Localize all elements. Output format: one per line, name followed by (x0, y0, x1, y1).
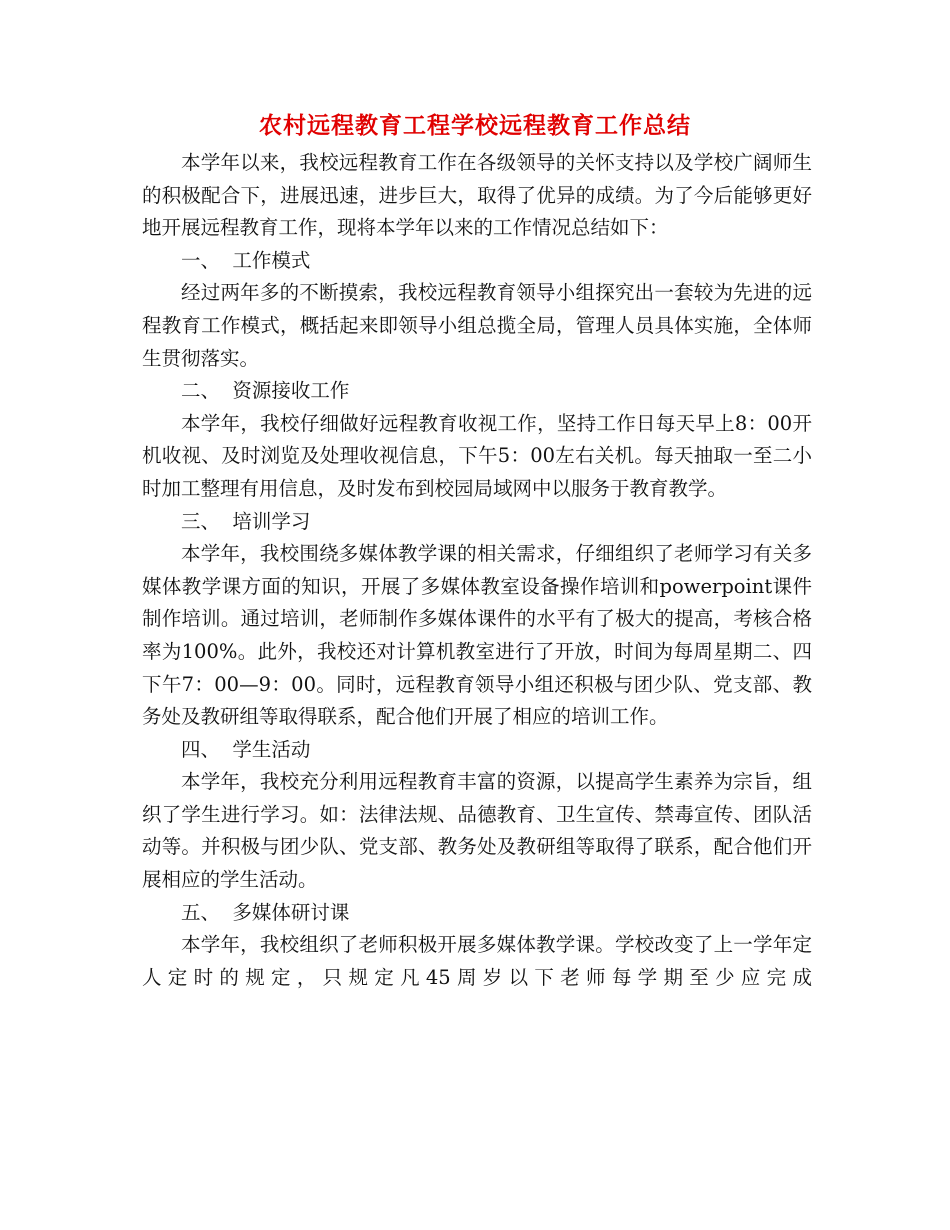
section-heading-4: 四、 学生活动 (181, 737, 311, 761)
section-body-4: 本学年，我校充分利用远程教育丰富的资源，以提高学生素养为宗旨，组织了学生进行学习。如：法律法规、品德教育、卫生宣传、禁毒宣传、团队活动等。并积极与团少队、党支部、教务处及教研组等取得了联系，配合他们开展相应的学生活动。 (142, 770, 812, 892)
document-title: 农村远程教育工程学校远程教育工作总结 (259, 112, 691, 139)
section-body-1: 经过两年多的不断摸索，我校远程教育领导小组探究出一套较为先进的远程教育工作模式，概括起来即领导小组总揽全局，管理人员具体实施，全体师生贯彻落实。 (142, 281, 812, 370)
section-body-5: 本学年，我校组织了老师积极开展多媒体教学课。学校改变了上一学年定人定时的规定，只规定凡45周岁以下老师每学期至少应完成 (142, 933, 812, 989)
section-body-3: 本学年，我校围绕多媒体教学课的相关需求，仔细组织了老师学习有关多媒体教学课方面的知识，开展了多媒体教室设备操作培训和powerpoint课件制作培训。通过培训，老师制作多媒体课件的水平有了极大的提高，考核合格率为100%。此外，我校还对计算机教室进行了开放，时间为每周星期二、四下午7：00—9：00。同时，远程教育领导小组还积极与团少队、党支部、教务处及教研组等取得联系，配合他们开展了相应的培训工作。 (142, 542, 812, 729)
section-heading-1: 一、 工作模式 (181, 248, 311, 272)
document-body (142, 147, 812, 994)
intro-paragraph: 本学年以来，我校远程教育工作在各级领导的关怀支持以及学校广阔师生的积极配合下，进展迅速，进步巨大，取得了优异的成绩。为了今后能够更好地开展远程教育工作，现将本学年以来的工作情况总结如下： (142, 151, 812, 240)
section-heading-3: 三、 培训学习 (181, 509, 311, 533)
section-body-2: 本学年，我校仔细做好远程教育收视工作，坚持工作日每天早上8：00开机收视、及时浏览及处理收视信息，下午5：00左右关机。每天抽取一至二小时加工整理有用信息，及时发布到校园局域网中以服务于教育教学。 (142, 411, 812, 500)
section-heading-2: 二、 资源接收工作 (181, 379, 350, 403)
section-heading-5: 五、 多媒体研讨课 (181, 900, 350, 924)
